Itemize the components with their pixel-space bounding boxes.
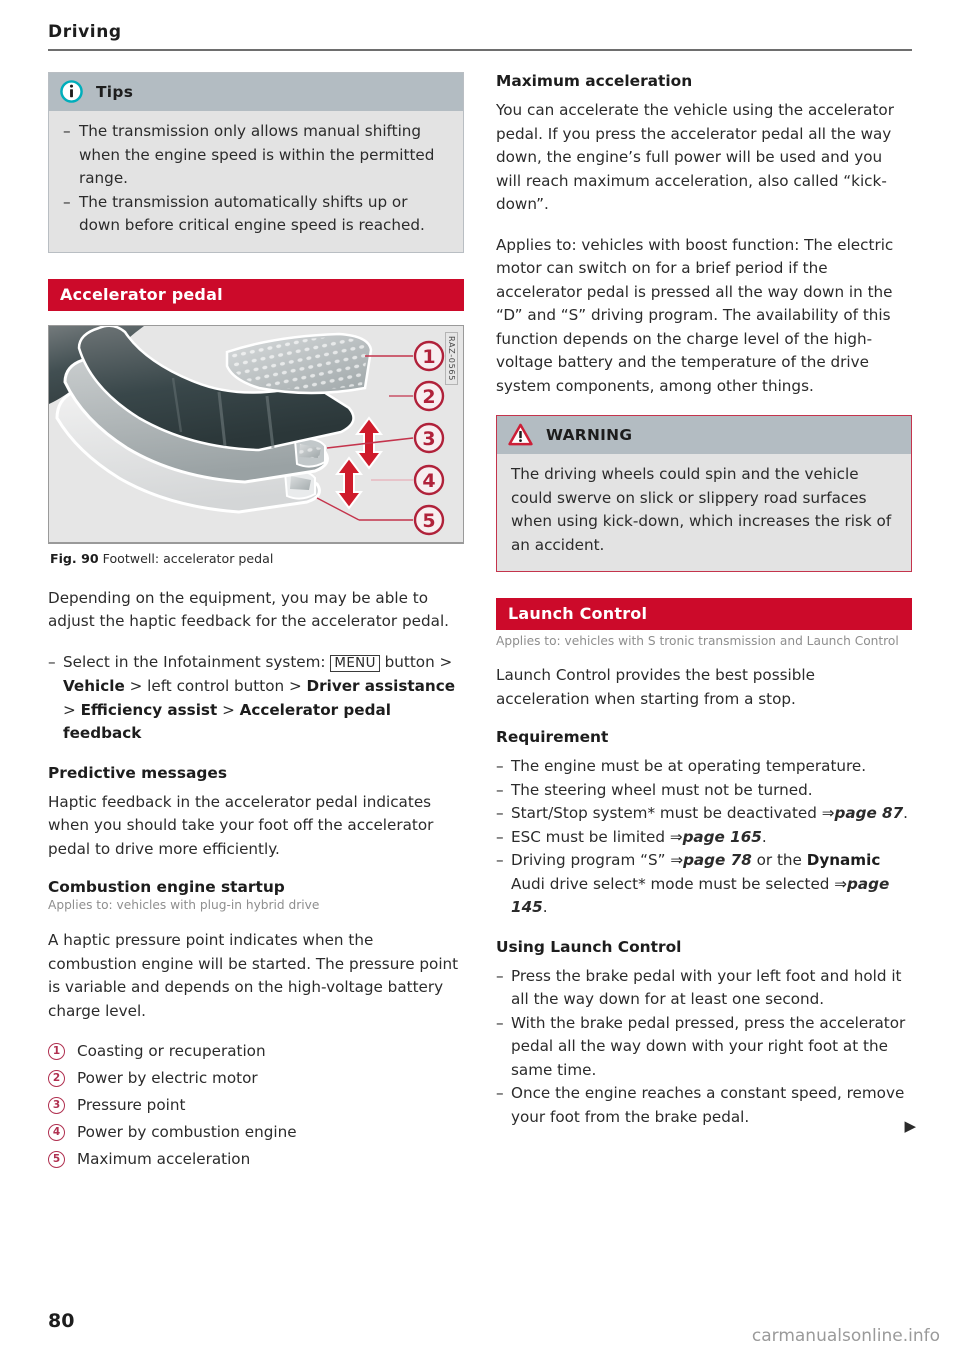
two-column-body xyxy=(48,72,916,1252)
path-item-accelerator-pedal-feedback: Accelerator pedal feedback xyxy=(63,700,391,742)
tips-note-body xyxy=(49,111,463,252)
applies-to-combustion: Applies to: vehicles with plug-in hybrid drive xyxy=(48,898,320,912)
tips-list xyxy=(63,120,449,238)
tips-note-title: Tips xyxy=(96,82,134,101)
requirement-text: ESC must be limited xyxy=(511,827,665,846)
list-item xyxy=(496,826,912,850)
warning-note-body xyxy=(497,454,911,571)
figure-caption-label: Fig. 90 xyxy=(50,550,99,566)
warning-note-box xyxy=(496,415,912,572)
heading-maximum-acceleration: Maximum acceleration xyxy=(496,72,693,90)
applies-to-launch-control: Applies to: vehicles with S tronic transmission and Launch Control xyxy=(496,634,899,648)
tips-item-text: The transmission only allows manual shifting when the engine speed is within the permitted range. xyxy=(79,122,435,187)
svg-text:4: 4 xyxy=(422,469,436,492)
tips-item-text: The transmission automatically shifts up or down before critical engine speed is reached. xyxy=(79,192,425,234)
warning-note-header xyxy=(497,416,911,454)
dash-marker: – xyxy=(496,1013,504,1032)
info-circle-icon xyxy=(60,80,83,103)
heading-predictive-messages: Predictive messages xyxy=(48,763,227,782)
list-item xyxy=(496,755,912,779)
list-item xyxy=(48,1067,464,1089)
svg-text:3: 3 xyxy=(422,427,436,450)
svg-text:1: 1 xyxy=(422,345,436,368)
cross-reference-arrow-icon: ⇒ xyxy=(821,804,835,822)
requirement-bold-dynamic: Dynamic xyxy=(806,851,881,869)
figure-caption xyxy=(48,543,464,567)
figure-image-frame xyxy=(48,325,464,543)
menu-button-key[interactable]: MENU xyxy=(330,655,379,672)
callout-label: Coasting or recuperation xyxy=(77,1042,266,1060)
paragraph-launch-control: Launch Control provides the best possible acceleration when starting from a stop. xyxy=(496,666,815,708)
heading-combustion-engine-startup: Combustion engine startup xyxy=(48,878,285,896)
heading-requirement: Requirement xyxy=(496,728,609,746)
dash-marker: – xyxy=(496,966,504,985)
callout-label: Power by combustion engine xyxy=(77,1123,297,1141)
using-launch-control-steps xyxy=(496,965,912,1130)
requirement-tail: . xyxy=(761,827,767,846)
callout-number: 4 xyxy=(48,1124,65,1141)
figure-legend-list xyxy=(48,1040,464,1170)
figure-reference-code: RAZ-0565 xyxy=(445,332,458,385)
callout-number: 2 xyxy=(48,1070,65,1087)
cross-reference-link[interactable]: page 145 xyxy=(511,874,890,916)
path-separator: > xyxy=(222,700,235,719)
section-bar-launch-control: Launch Control xyxy=(496,598,912,630)
figure-caption-text: Footwell: accelerator pedal xyxy=(102,550,274,566)
callout-number: 1 xyxy=(48,1043,65,1060)
cross-reference-arrow-icon: ⇒ xyxy=(669,827,683,846)
dash-marker: – xyxy=(496,757,504,775)
callout-label: Maximum acceleration xyxy=(77,1150,251,1168)
requirement-text-2: Audi drive select* mode must be selected xyxy=(511,874,830,893)
header-divider xyxy=(48,49,912,51)
cross-reference-link[interactable]: page 78 xyxy=(683,851,752,869)
dash-marker: – xyxy=(496,827,504,846)
list-item xyxy=(48,1148,464,1170)
path-item-driver-assistance: Driver assistance xyxy=(306,677,456,695)
list-item xyxy=(496,1012,912,1083)
requirement-text: The engine must be at operating temperature. xyxy=(511,757,867,775)
paragraph-predictive: Haptic feedback in the accelerator pedal indicates when you should take your foot off the accelerator pedal to drive more efficiently. xyxy=(48,792,434,858)
step-text: With the brake pedal pressed, press the accelerator pedal all the way down with your right foot at the same time. xyxy=(511,1013,906,1079)
list-item xyxy=(496,779,912,803)
cross-reference-link[interactable]: page 165 xyxy=(682,827,762,846)
paragraph-boost-function: Applies to: vehicles with boost function: The electric motor can switch on for a brief period if the accelerator pedal is pressed all the way down in the “D” and “S” driving program. The availability of this function depends on the charge level of the high-voltage battery and the temperature of the drive system components, among other things. xyxy=(496,235,894,395)
requirement-text: Driving program “S” xyxy=(511,851,666,869)
paragraph-kick-down: You can accelerate the vehicle using the accelerator pedal. If you press the accelerator pedal all the way down, the engine’s full power will be used and you will reach maximum acceleration, also called “kick-down”. xyxy=(496,101,894,213)
list-item xyxy=(63,191,449,238)
tips-note-header xyxy=(49,73,463,111)
requirement-list xyxy=(496,755,912,920)
path-item-efficiency-assist: Efficiency assist xyxy=(80,700,218,719)
list-item xyxy=(48,1094,464,1116)
right-column xyxy=(496,72,916,1252)
page-number: 80 xyxy=(48,1310,75,1332)
warning-note-text: The driving wheels could spin and the vehicle could swerve on slick or slippery road surfaces when using kick-down, which increases the risk of an accident. xyxy=(511,465,892,554)
tips-note-box xyxy=(48,72,464,253)
list-item xyxy=(496,1082,912,1129)
path-separator: > xyxy=(63,700,76,719)
list-item xyxy=(496,965,912,1012)
dash-marker: – xyxy=(496,851,504,869)
list-item xyxy=(48,1121,464,1143)
select-step-prefix: Select in the Infotainment system: xyxy=(63,652,326,671)
paragraph-pressure-point: A haptic pressure point indicates when the combustion engine will be started. The pressure point is variable and depends on the high-voltage battery charge level. xyxy=(48,931,459,1020)
paragraph-haptic-adjust: Depending on the equipment, you may be able to adjust the haptic feedback for the accelerator pedal. xyxy=(48,588,449,630)
cross-reference-arrow-icon: ⇒ xyxy=(670,851,684,869)
list-item xyxy=(48,651,464,746)
dash-marker: – xyxy=(63,192,71,211)
dash-marker: – xyxy=(496,804,504,822)
cross-reference-arrow-icon: ⇒ xyxy=(834,874,848,893)
callout-label: Power by electric motor xyxy=(77,1069,258,1087)
infotainment-path-list xyxy=(48,651,464,746)
page-header xyxy=(48,22,912,51)
list-item xyxy=(496,849,912,920)
requirement-tail: . xyxy=(903,804,908,822)
requirement-text: The steering wheel must not be turned. xyxy=(511,780,813,799)
requirement-text: Start/Stop system* must be deactivated xyxy=(511,804,817,822)
step-text: Once the engine reaches a constant speed, remove your foot from the brake pedal. xyxy=(511,1084,905,1126)
list-item xyxy=(63,120,449,191)
dash-marker: – xyxy=(63,122,71,140)
footwell-accelerator-pedal-illustration xyxy=(49,326,463,542)
continuation-arrow-icon: ▶ xyxy=(904,1117,916,1135)
cross-reference-link[interactable]: page 87 xyxy=(834,804,904,822)
left-column xyxy=(48,72,464,1252)
callout-number: 5 xyxy=(48,1151,65,1168)
callout-label: Pressure point xyxy=(77,1096,186,1114)
svg-text:2: 2 xyxy=(422,385,436,408)
requirement-mid: or the xyxy=(756,851,802,869)
list-item xyxy=(496,802,912,826)
dash-marker: – xyxy=(496,780,504,799)
path-item-vehicle: Vehicle xyxy=(63,677,125,695)
warning-triangle-icon xyxy=(508,423,533,446)
callout-number: 3 xyxy=(48,1097,65,1114)
list-item xyxy=(48,1040,464,1062)
heading-using-launch-control: Using Launch Control xyxy=(496,937,682,956)
path-separator: > left control button > xyxy=(129,677,302,695)
requirement-tail: . xyxy=(542,898,548,916)
dash-marker: – xyxy=(48,652,56,671)
step-text: Press the brake pedal with your left foot and hold it all the way down for at least one second. xyxy=(511,966,902,1008)
figure-90 xyxy=(48,325,464,567)
site-watermark: carmanualsonline.info xyxy=(751,1326,940,1346)
section-bar-accelerator-pedal: Accelerator pedal xyxy=(48,279,464,311)
dash-marker: – xyxy=(496,1084,504,1102)
warning-note-title: WARNING xyxy=(546,425,633,444)
page-title: Driving xyxy=(48,22,122,42)
select-step-after-key: button > xyxy=(384,652,453,671)
svg-text:5: 5 xyxy=(422,509,436,532)
